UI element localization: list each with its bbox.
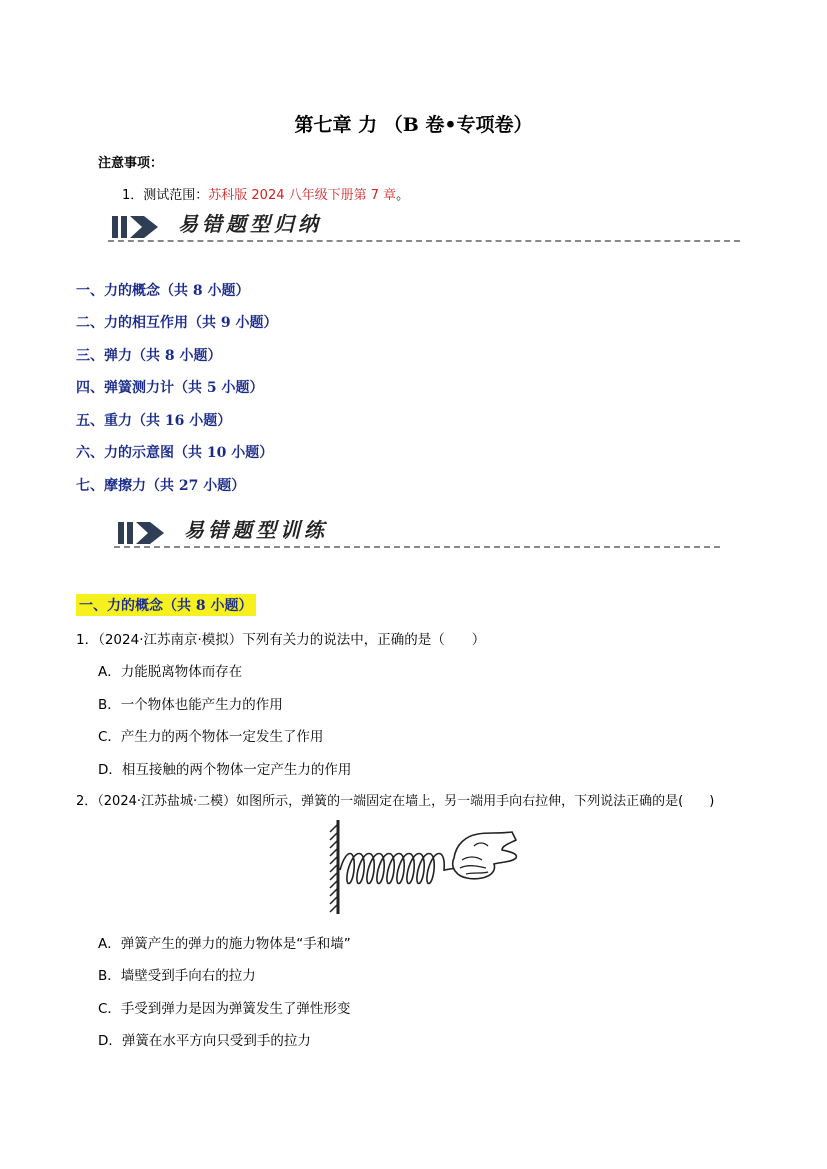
question-1-option-d[interactable]: D．相互接触的两个物体一定产生力的作用 bbox=[98, 762, 352, 778]
arrow-icon bbox=[118, 518, 166, 548]
banner-summary bbox=[108, 208, 740, 244]
page-title: 第七章 力 （B 卷•专项卷） bbox=[294, 114, 533, 136]
question-2-option-d[interactable]: D．弹簧在水平方向只受到手的拉力 bbox=[98, 1033, 311, 1049]
banner-training-text: 易错题型训练 bbox=[184, 518, 328, 542]
notice-item-scope: 苏科版 2024 八年级下册第 7 章 bbox=[208, 188, 397, 203]
dashed-divider bbox=[114, 546, 720, 548]
spring-wall-hand-figure bbox=[326, 818, 522, 916]
question-1-option-c[interactable]: C．产生力的两个物体一定发生了作用 bbox=[98, 729, 324, 745]
section-link-6[interactable]: 六、力的示意图（共 10 小题） bbox=[76, 445, 274, 461]
question-1-stem: 1．（2024·江苏南京·模拟）下列有关力的说法中，正确的是（ ） bbox=[76, 632, 486, 648]
section-link-5[interactable]: 五、重力（共 16 小题） bbox=[76, 413, 232, 429]
banner-summary-text: 易错题型归纳 bbox=[178, 212, 322, 236]
notice-item-prefix: 1．测试范围： bbox=[122, 188, 209, 203]
question-2-option-c[interactable]: C．手受到弹力是因为弹簧发生了弹性形变 bbox=[98, 1001, 351, 1017]
question-1-option-b[interactable]: B．一个物体也能产生力的作用 bbox=[98, 697, 283, 713]
notice-heading: 注意事项： bbox=[98, 156, 164, 171]
arrow-icon bbox=[112, 212, 160, 242]
section-link-2[interactable]: 二、力的相互作用（共 9 小题） bbox=[76, 315, 278, 331]
question-1-option-a[interactable]: A．力能脱离物体而存在 bbox=[98, 664, 243, 680]
section-link-1[interactable]: 一、力的概念（共 8 小题） bbox=[76, 283, 250, 299]
question-2-option-a[interactable]: A．弹簧产生的弹力的施力物体是“手和墙” bbox=[98, 936, 351, 952]
section-link-4[interactable]: 四、弹簧测力计（共 5 小题） bbox=[76, 380, 264, 396]
notice-item bbox=[122, 184, 409, 203]
section-heading-current: 一、力的概念（共 8 小题） bbox=[76, 594, 256, 616]
question-2-stem: 2．（2024·江苏盐城·二模）如图所示，弹簧的一端固定在墙上，另一端用手向右拉伸，下列说法正确的是( ) bbox=[76, 794, 715, 809]
banner-training bbox=[114, 514, 720, 550]
dashed-divider bbox=[108, 240, 740, 242]
section-link-7[interactable]: 七、摩擦力（共 27 小题） bbox=[76, 478, 246, 494]
question-2-option-b[interactable]: B．墙壁受到手向右的拉力 bbox=[98, 968, 256, 984]
notice-item-suffix: 。 bbox=[396, 188, 410, 203]
section-link-3[interactable]: 三、弹力（共 8 小题） bbox=[76, 348, 222, 364]
